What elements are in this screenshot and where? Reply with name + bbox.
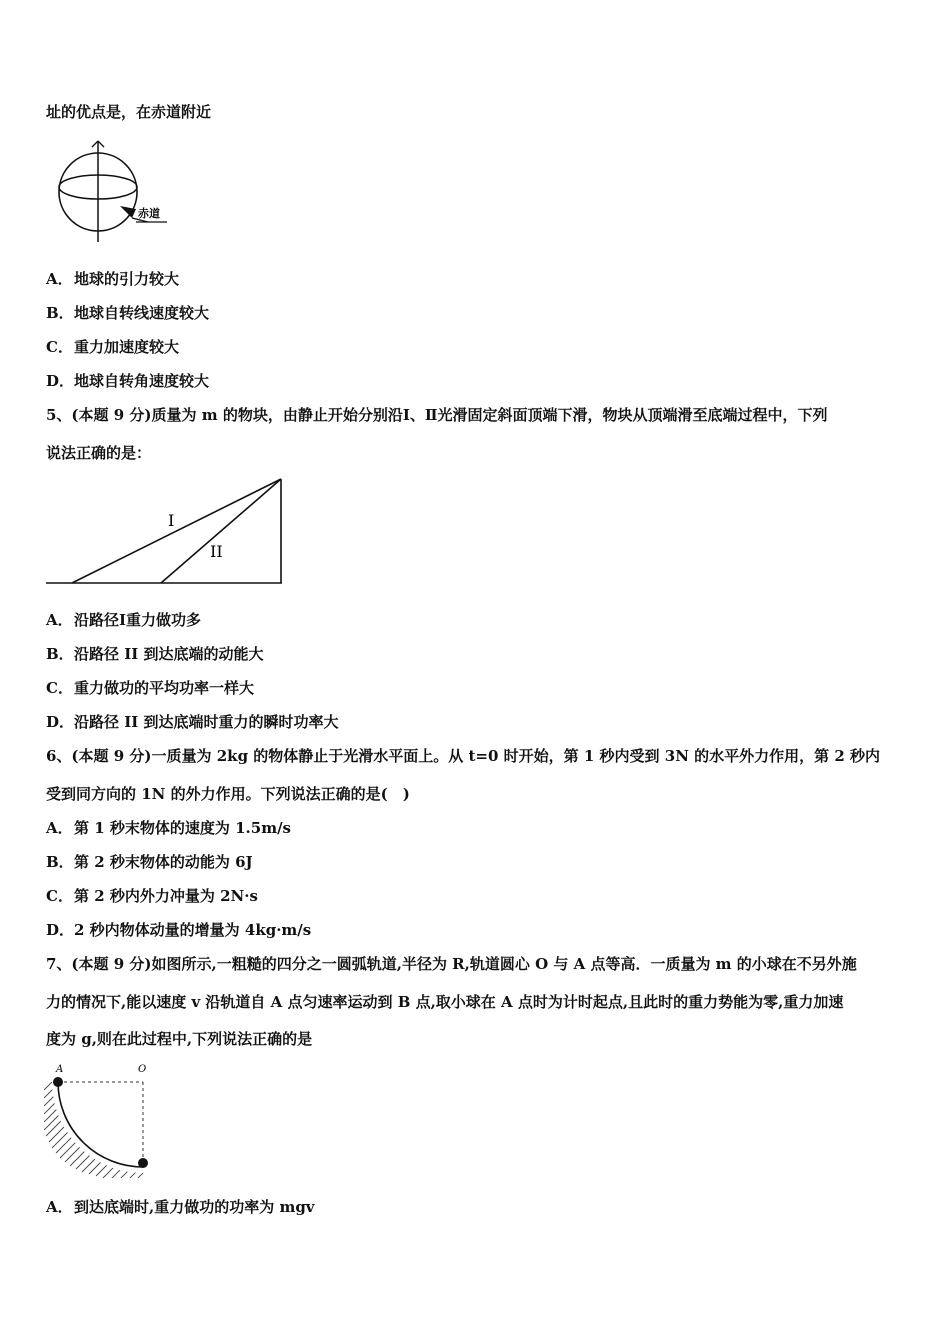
q5-option-d[interactable]: D．沿路径 II 到达底端时重力的瞬时功率大	[46, 713, 339, 731]
point-o-label: O	[138, 1064, 147, 1075]
q4-option-b[interactable]: B．地球自转线速度较大	[46, 304, 210, 322]
q4-option-d[interactable]: D．地球自转角速度较大	[46, 372, 210, 390]
q5-stem-line2: 说法正确的是：	[46, 444, 152, 462]
q6-option-d[interactable]: D．2 秒内物体动量的增量为 4kg·m/s	[46, 921, 312, 939]
q7-stem-line3: 度为 g,则在此过程中,下列说法正确的是	[46, 1030, 313, 1048]
q5-option-c[interactable]: C．重力做功的平均功率一样大	[46, 679, 255, 697]
q7-stem-line2: 力的情况下,能以速度 v 沿轨道自 A 点匀速率运动到 B 点,取小球在 A 点时为计时起点,且此时的重力势能为零,重力加速	[46, 993, 844, 1011]
q4-option-a[interactable]: A．地球的引力较大	[46, 270, 180, 288]
q6-option-b[interactable]: B．第 2 秒末物体的动能为 6J	[46, 853, 253, 871]
q4-intro-tail: 址的优点是，在赤道附近	[46, 103, 212, 121]
path-ii-label: II	[210, 542, 223, 561]
q4-option-c[interactable]: C．重力加速度较大	[46, 338, 180, 356]
quarter-arc-figure	[44, 1060, 164, 1178]
q5-stem-line1: 5、(本题 9 分)质量为 m 的物块，由静止开始分别沿Ⅰ、Ⅱ光滑固定斜面顶端下滑，物块从顶端滑至底端过程中，下列	[46, 406, 828, 424]
equator-label: 赤道	[138, 207, 160, 220]
globe-equator-figure	[52, 138, 182, 248]
path-i-label: I	[168, 511, 175, 530]
point-a-label: A	[56, 1064, 64, 1075]
q6-option-a[interactable]: A．第 1 秒末物体的速度为 1.5m/s	[46, 819, 291, 837]
q7-stem-line1: 7、(本题 9 分)如图所示,一粗糙的四分之一圆弧轨道,半径为 R,轨道圆心 O 与 A 点等高．一质量为 m 的小球在不另外施	[46, 955, 857, 973]
q6-stem-line2: 受到同方向的 1N 的外力作用。下列说法正确的是( )	[46, 785, 410, 803]
q6-stem-line1: 6、(本题 9 分)一质量为 2kg 的物体静止于光滑水平面上。从 t=0 时开始，第 1 秒内受到 3N 的水平外力作用，第 2 秒内	[46, 747, 881, 765]
q7-option-a[interactable]: A．到达底端时,重力做功的功率为 mgv	[46, 1198, 315, 1216]
q5-option-b[interactable]: B．沿路径 II 到达底端的动能大	[46, 645, 264, 663]
incline-figure	[44, 474, 294, 590]
q5-option-a[interactable]: A．沿路径Ⅰ重力做功多	[46, 611, 202, 629]
q6-option-c[interactable]: C．第 2 秒内外力冲量为 2N·s	[46, 887, 258, 905]
